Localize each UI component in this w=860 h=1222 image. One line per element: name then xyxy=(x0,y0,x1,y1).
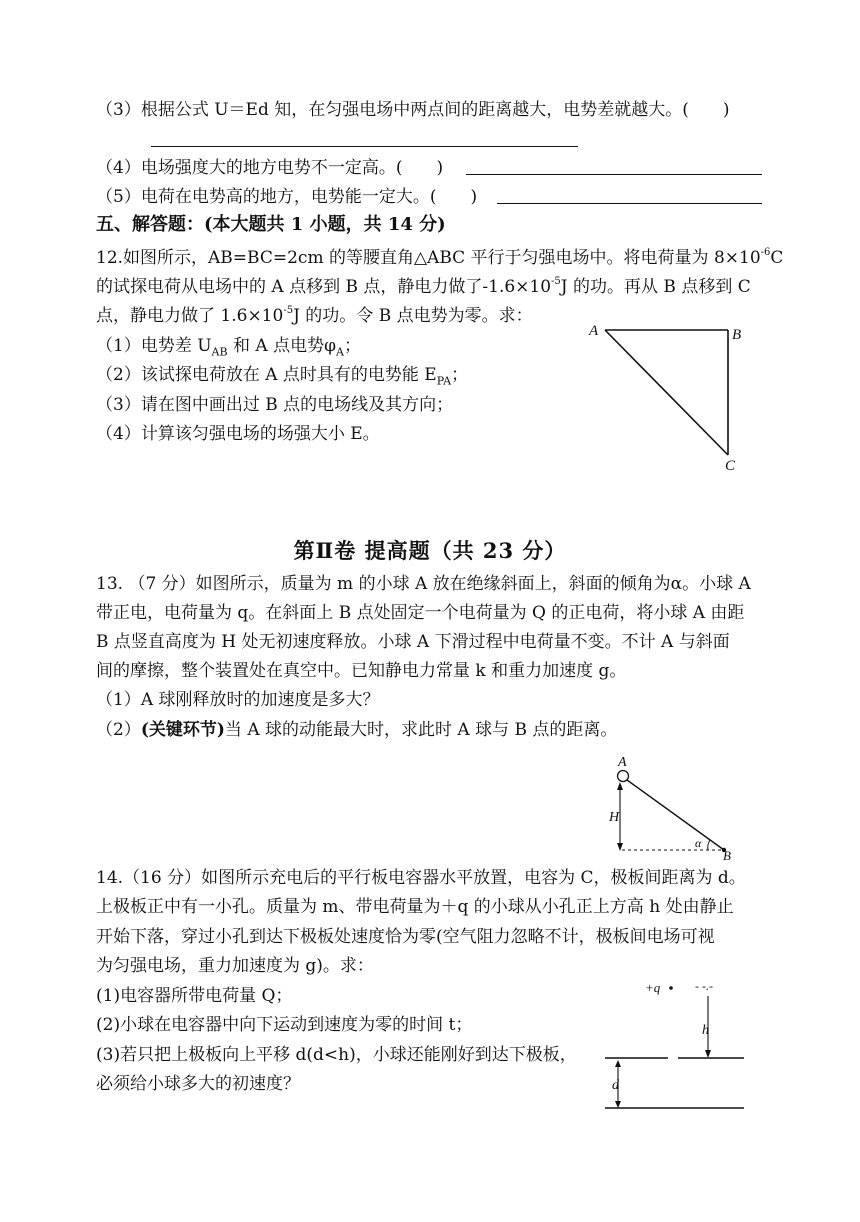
tf-item-3-text: （3）根据公式 U＝Ed 知，在匀强电场中两点间的距离越大，电势差就越大。( ) xyxy=(96,100,730,120)
d-arrow-head-up xyxy=(615,1060,621,1067)
q12-item-4: （4）计算该匀强电场的场强大小 E。 xyxy=(96,424,380,444)
charge-dot xyxy=(669,986,673,990)
q14-line-4: 为匀强电场，重力加速度为 g)。求： xyxy=(96,956,374,976)
q12-unit-c: C xyxy=(770,248,784,268)
q12-sub-pa: PA xyxy=(436,374,452,388)
q12-line-2-text: 的试探电荷从电场中的 A 点移到 B 点，静电力做了-1.6×10 xyxy=(96,277,552,297)
q14-line-3: 开始下落，穿过小孔到达下极板处速度恰为零(空气阻力忽略不计，极板间电场可视 xyxy=(96,927,715,947)
q13-line-3: B 点竖直高度为 H 处无初速度释放。小球 A 下滑过程中电荷量不变。不计 A 与斜面 xyxy=(96,632,730,652)
q14-item-1: (1)电容器所带电荷量 Q； xyxy=(96,986,293,1006)
part-2-title: 第Ⅱ卷 提高题（共 23 分） xyxy=(293,538,567,563)
vertex-label-c: C xyxy=(725,458,736,474)
q14-item-3-cont: 必须给小球多大的初速度？ xyxy=(96,1074,300,1094)
d-arrow-head-down xyxy=(615,1101,621,1108)
q12-line-1 xyxy=(96,246,784,270)
q12-line-1-text: 12.如图所示，AB=BC=2cm 的等腰直角△ABC 平行于匀强电场中。将电荷量为 8×10 xyxy=(96,248,761,268)
height-arrow-head-up xyxy=(617,782,623,790)
q13-line-1: 13. （7 分）如图所示，质量为 m 的小球 A 放在绝缘斜面上，斜面的倾角为α。小球 A xyxy=(96,574,751,594)
angle-label: α xyxy=(695,836,702,850)
q12-item-1-end: ； xyxy=(343,336,361,356)
vertex-label-b: B xyxy=(732,327,742,343)
q12-item-1-text: （1）电势差 U xyxy=(96,336,212,356)
answer-blank-5[interactable] xyxy=(497,185,762,204)
section-5-heading: 五、解答题：(本大题共 1 小题，共 14 分) xyxy=(96,214,446,235)
q13-item-2-text: 当 A 球的动能最大时，求此时 A 球与 B 点的距离。 xyxy=(224,720,618,740)
q12-line-2 xyxy=(96,275,764,299)
q14-item-3: (3)若只把上极板向上平移 d(d<h)，小球还能刚好到达下极板， xyxy=(96,1045,577,1065)
q13-line-4: 间的摩擦，整个装置处在真空中。已知静电力常量 k 和重力加速度 g。 xyxy=(96,661,627,681)
q13-item-2-prefix: （2） xyxy=(96,720,141,740)
key-step-tag: (关键环节) xyxy=(140,720,225,740)
q12-sub-a: A xyxy=(335,345,344,359)
q12-item-2-text: （2）该试探电荷放在 A 点时具有的电势能 E xyxy=(96,365,437,385)
ball-label-a: A xyxy=(618,755,627,770)
triangle-abc-figure xyxy=(585,318,755,476)
q12-exp-neg6: -6 xyxy=(760,247,771,259)
q12-exp-neg5-a: -5 xyxy=(551,276,561,288)
q12-line-3-tail: J 的功。令 B 点电势为零。求： xyxy=(293,306,533,326)
answer-blank-4[interactable] xyxy=(466,156,762,175)
q12-item-1-mid: 和 A 点电势φ xyxy=(227,336,336,356)
height-label: H xyxy=(609,810,620,825)
triangle-side-ac xyxy=(605,330,728,455)
q13-item-1: （1）A 球刚释放时的加速度是多大？ xyxy=(96,690,380,710)
charge-label: +q xyxy=(645,980,661,995)
q12-exp-neg5-b: -5 xyxy=(283,305,294,317)
q14-line-1: 14.（16 分）如图所示充电后的平行板电容器水平放置，电容为 C，极板间距离为 d。 xyxy=(96,868,746,888)
h-label: h xyxy=(702,1023,709,1038)
angle-arc xyxy=(708,840,710,850)
point-label-b: B xyxy=(723,848,731,863)
q12-line-2-tail: J 的功。再从 B 点移到 C xyxy=(560,277,751,297)
tf-item-5-text: （5）电荷在电势高的地方，电势能一定大。( ) xyxy=(96,187,478,207)
q12-item-2-end: ； xyxy=(451,365,469,385)
q12-line-3-text: 点，静电力做了 1.6×10 xyxy=(96,306,284,326)
capacitor-figure xyxy=(600,974,750,1114)
q14-item-2: (2)小球在电容器中向下运动到速度为零的时间 t； xyxy=(96,1015,473,1035)
q14-line-2: 上极板正中有一小孔。质量为 m、带电荷量为＋q 的小球从小孔正上方高 h 处由静止 xyxy=(96,897,734,917)
incline-figure xyxy=(600,752,750,864)
q12-sub-ab: AB xyxy=(211,345,228,359)
answer-blank-3[interactable] xyxy=(151,128,578,147)
ball-a xyxy=(618,771,629,782)
vertex-label-a: A xyxy=(589,323,599,339)
q13-item-2 xyxy=(96,718,764,742)
tf-item-3 xyxy=(96,98,764,122)
q13-line-2: 带正电，电荷量为 q。在斜面上 B 点处固定一个电荷量为 Q 的正电荷，将小球 A 由距 xyxy=(96,603,745,623)
q12-item-3: （3）请在图中画出过 B 点的电场线及其方向； xyxy=(96,395,454,415)
d-label: d xyxy=(612,1078,619,1093)
h-arrow-head xyxy=(705,1050,711,1058)
incline-line xyxy=(627,780,724,850)
hole-marks: - -.- xyxy=(695,979,713,993)
tf-item-4-text: （4）电场强度大的地方电势不一定高。( ) xyxy=(96,158,444,178)
